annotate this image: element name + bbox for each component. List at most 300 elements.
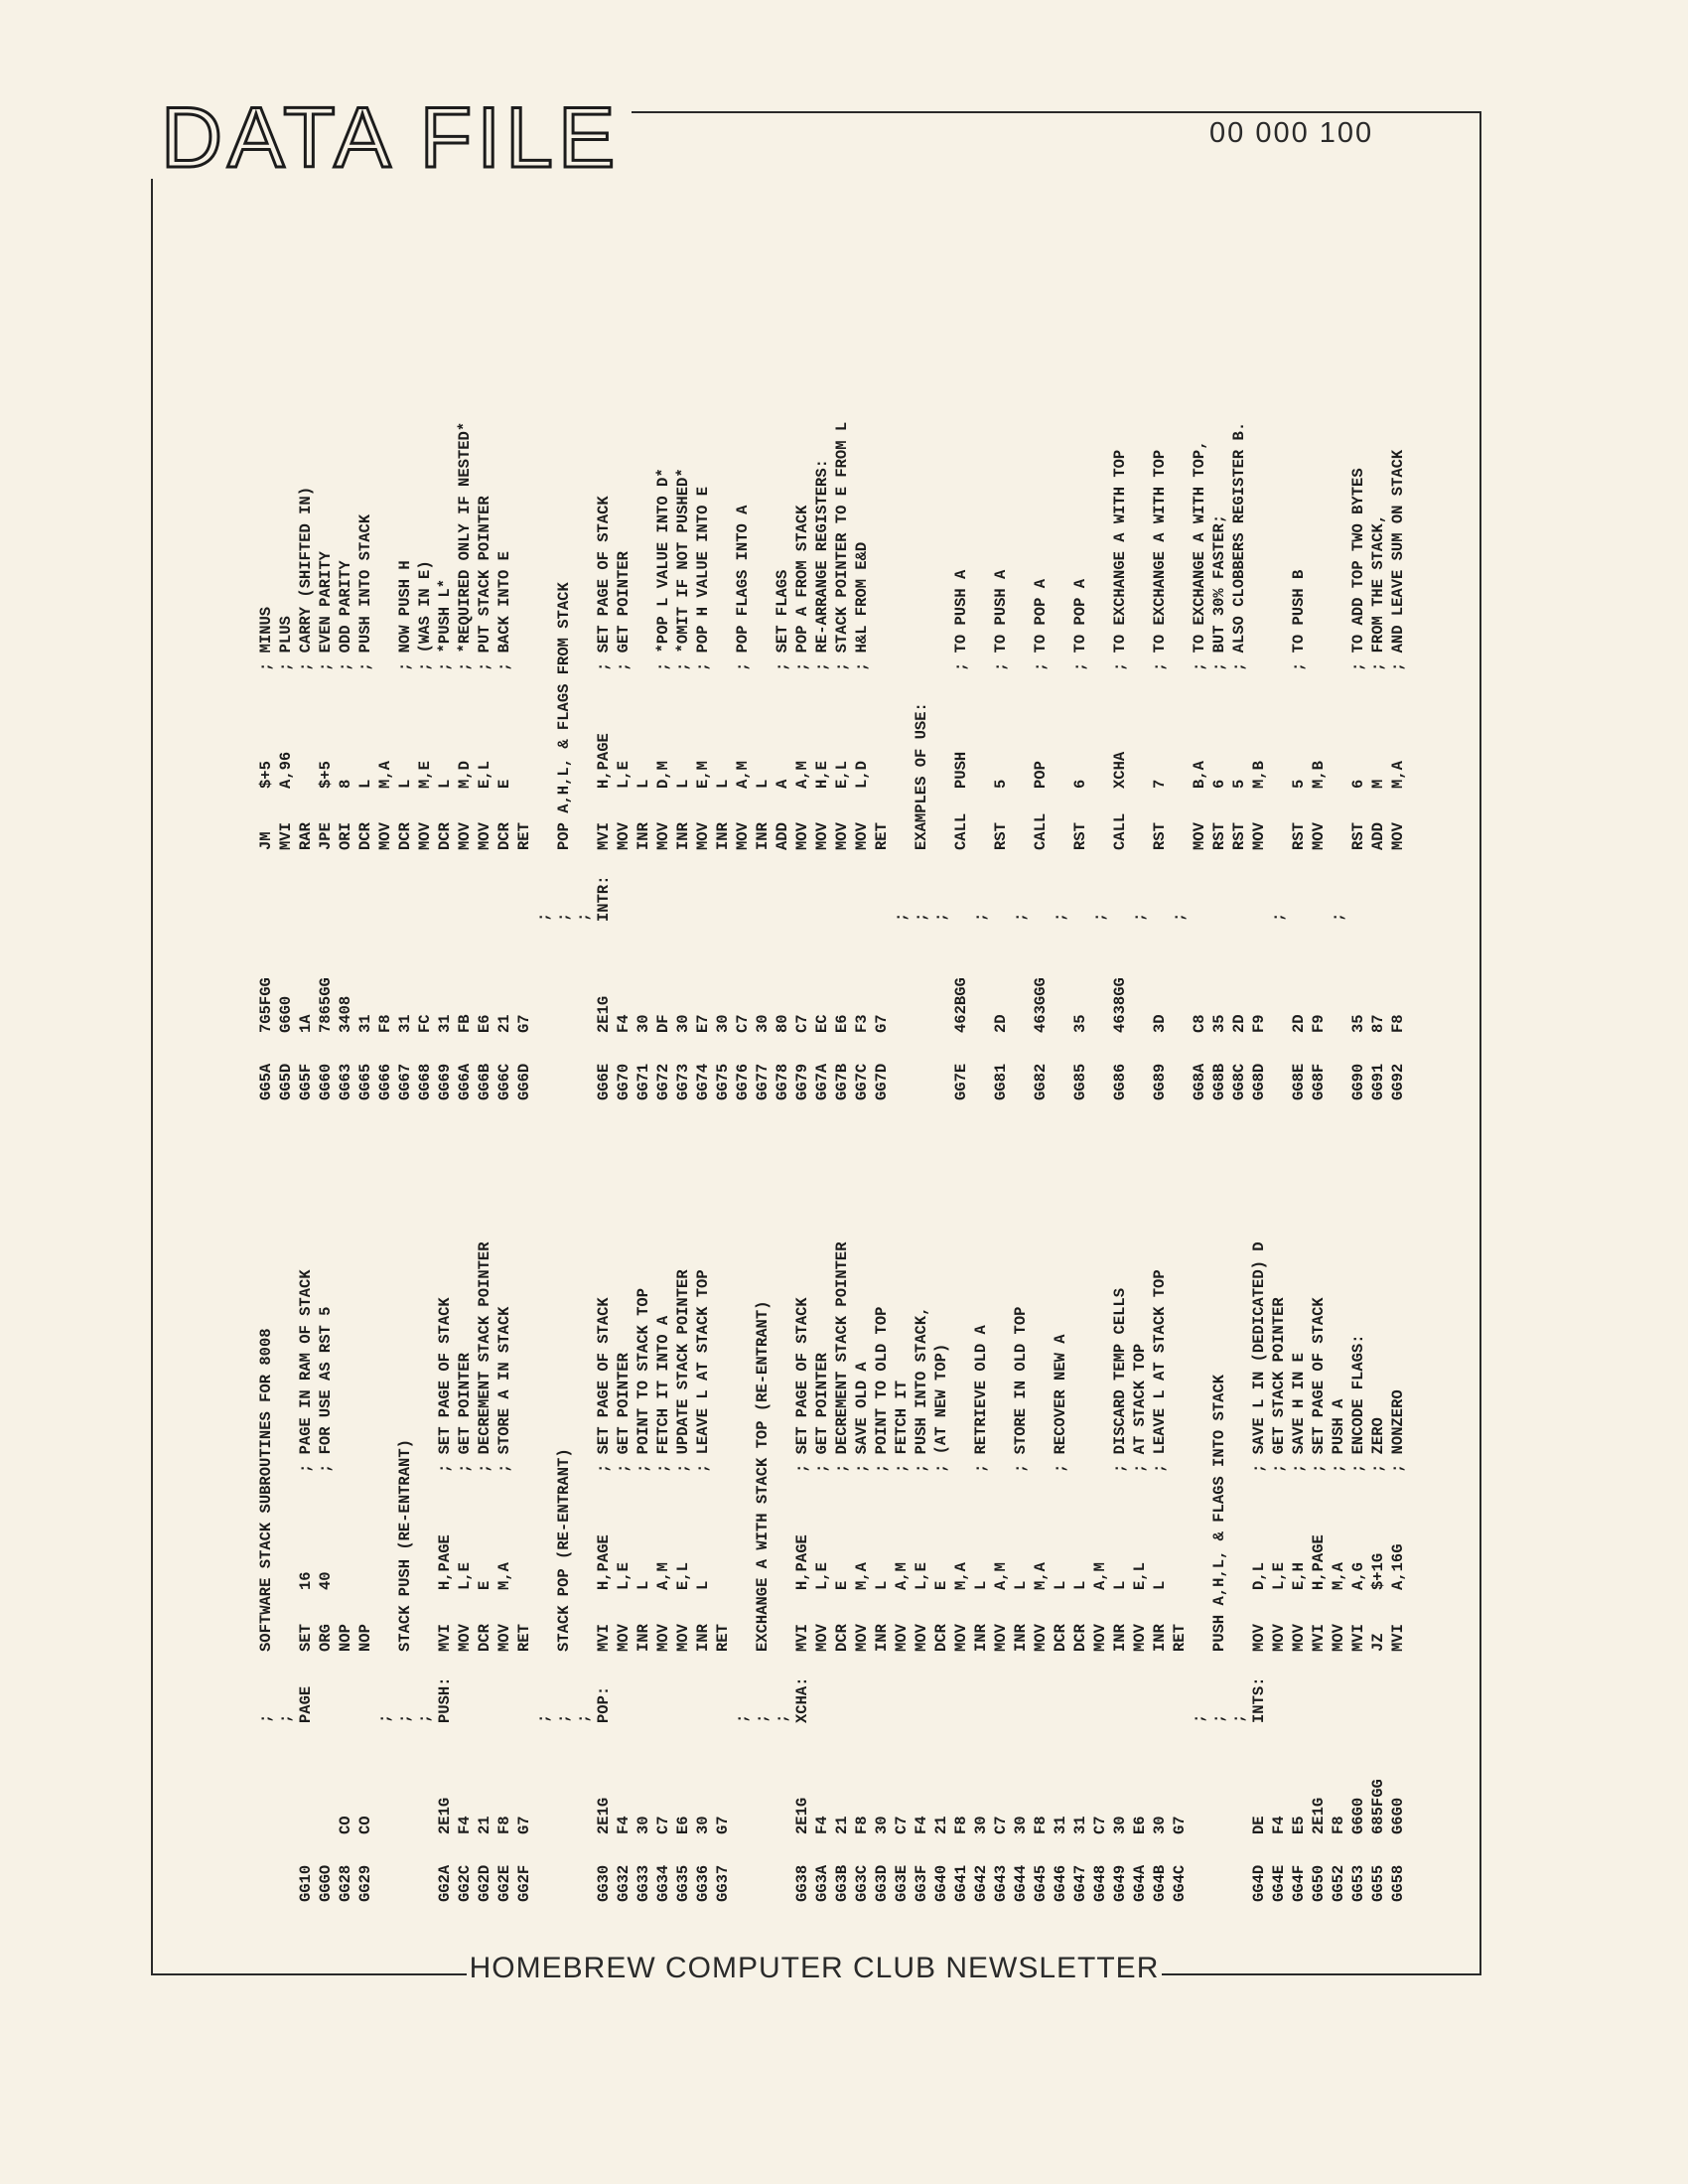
listing-arg: 7	[1151, 779, 1169, 789]
listing-addr	[574, 1834, 594, 1902]
listing-line	[991, 422, 1011, 1902]
listing-label	[852, 1652, 872, 1723]
listing-code	[276, 1723, 296, 1834]
listing-code: F8	[1389, 1014, 1407, 1033]
listing-op: MOV	[1250, 1624, 1268, 1652]
listing-code: 31	[436, 1014, 454, 1033]
listing-code: CO	[337, 1816, 354, 1834]
listing-code	[733, 1723, 753, 1834]
listing-code: F9	[1310, 1014, 1328, 1033]
listing-arg	[574, 1473, 594, 1590]
listing-arg: L	[634, 779, 652, 789]
listing-addr: GG36	[694, 1864, 712, 1902]
listing-arg: L	[674, 779, 692, 789]
listing-label	[514, 1652, 534, 1723]
listing-line	[1070, 422, 1090, 1902]
listing-code: 30	[634, 1014, 652, 1033]
listing-addr: GG47	[1071, 1864, 1089, 1902]
listing-arg: M,E	[416, 761, 434, 789]
listing-label: PAGE	[297, 1685, 315, 1723]
listing-code: F8	[376, 1014, 394, 1033]
listing-code: E6	[674, 1816, 692, 1834]
listing-arg: L,E	[456, 1562, 474, 1590]
listing-op: MVI	[436, 1624, 454, 1652]
listing-cmt: ; SAVE L IN (DEDICATED) D	[1250, 1241, 1268, 1473]
listing-arg: L	[396, 779, 414, 789]
listing-label	[1070, 1652, 1090, 1723]
listing-cmt	[256, 422, 276, 1473]
listing-cmt	[951, 422, 971, 1473]
listing-cmt	[1031, 422, 1051, 1473]
listing-addr: GG29	[356, 1864, 374, 1902]
listing-arg: E,L	[476, 761, 493, 789]
listing-addr: GG77	[754, 1063, 772, 1100]
listing-addr: GG4C	[1171, 1864, 1189, 1902]
listing-code: F3	[853, 1014, 871, 1033]
listing-label: ;	[1270, 912, 1288, 922]
listing-code: F4	[813, 1816, 831, 1834]
listing-label: ;	[774, 1713, 791, 1723]
listing-label: POP:	[595, 1685, 613, 1723]
listing-line	[1150, 422, 1170, 1902]
listing-code	[316, 1723, 336, 1834]
listing-code: F4	[1270, 1816, 1288, 1834]
listing-label	[872, 1652, 892, 1723]
listing-addr: GG3F	[913, 1864, 930, 1902]
listing-op: MOV	[734, 822, 752, 850]
listing-op: MOV	[654, 822, 672, 850]
listing-cmt: ; SAVE H IN E	[1290, 1353, 1308, 1473]
listing-code: 2D	[992, 1014, 1010, 1033]
listing-label	[1150, 1652, 1170, 1723]
listing-line	[773, 422, 792, 1902]
listing-line	[1130, 422, 1150, 1902]
listing-addr: GG2F	[515, 1864, 533, 1902]
listing-addr: GG10	[297, 1864, 315, 1902]
listing-op: INR	[1151, 1624, 1169, 1652]
listing-op	[574, 1590, 594, 1652]
listing-arg: A,G	[1349, 1562, 1367, 1590]
listing-cmt	[534, 422, 554, 1473]
listing-code: 30	[1111, 1816, 1129, 1834]
listing-addr	[1190, 1834, 1209, 1902]
listing-code: F8	[952, 1816, 970, 1834]
listing-label	[812, 1652, 832, 1723]
listing-label	[1388, 1652, 1408, 1723]
listing-addr: GG89	[1151, 1063, 1169, 1100]
listing-cmt: ; BUT 30% FASTER;	[1210, 513, 1228, 671]
listing-cmt: ; POINT TO OLD TOP	[873, 1306, 891, 1473]
listing-addr: GG4A	[1131, 1864, 1149, 1902]
listing-arg: L	[972, 1580, 990, 1590]
listing-code: 30	[714, 1014, 732, 1033]
listing-op: MOV	[793, 822, 811, 850]
listing-addr: GG49	[1111, 1864, 1129, 1902]
listing-line	[574, 422, 594, 1902]
listing-cmt: ; STORE A IN STACK	[495, 1306, 513, 1473]
listing-label: XCHA:	[793, 1676, 811, 1723]
listing-code: 30	[634, 1816, 652, 1834]
listing-arg	[375, 1473, 395, 1590]
listing-addr: GG52	[1330, 1864, 1347, 1902]
listing-label	[693, 1652, 713, 1723]
listing-code: DF	[654, 1014, 672, 1033]
listing-cmt: ; PUSH A	[1330, 1398, 1347, 1473]
listing-addr: GG46	[1052, 1864, 1069, 1902]
page-title: DATA FILE	[161, 90, 621, 186]
listing-label: ;	[893, 912, 911, 922]
listing-arg: D,M	[654, 761, 672, 789]
listing-addr: GG55	[1369, 1864, 1387, 1902]
listing-line	[1368, 422, 1388, 1902]
listing-code: C7	[793, 1014, 811, 1033]
listing-op: DCR	[356, 822, 374, 850]
listing-addr: GG43	[992, 1864, 1010, 1902]
listing-addr: GG75	[714, 1063, 732, 1100]
listing-label	[455, 1652, 475, 1723]
listing-op: RST	[1349, 822, 1367, 850]
listing-label: ;	[1230, 1713, 1248, 1723]
listing-code: 2E1G	[1310, 1797, 1328, 1834]
listing-addr: GG48	[1091, 1864, 1109, 1902]
listing-arg: M	[1369, 779, 1387, 789]
listing-label: ;	[535, 912, 553, 922]
listing-line	[514, 422, 534, 1902]
listing-op: EXAMPLES OF USE:	[913, 702, 930, 850]
listing-arg: H,PAGE	[793, 1534, 811, 1590]
listing-line	[435, 422, 455, 1902]
listing-arg: 16	[297, 1571, 315, 1590]
listing-arg	[415, 1473, 435, 1590]
listing-line	[912, 422, 931, 1902]
listing-addr: GG28	[337, 1864, 354, 1902]
listing-code: 462BGG	[952, 977, 970, 1033]
listing-op: EXCHANGE A WITH STACK TOP (RE-ENTRANT)	[754, 1300, 772, 1652]
listing-arg: A,M	[893, 1562, 911, 1590]
listing-cmt: ; SET PAGE OF STACK	[1310, 1297, 1328, 1473]
listing-line	[653, 422, 673, 1902]
listing-cmt: ; TO EXCHANGE A WITH TOP	[1111, 449, 1129, 671]
listing-line	[951, 422, 971, 1902]
listing-addr: GG7B	[833, 1063, 851, 1100]
listing-line	[475, 422, 494, 1902]
listing-op: DCR	[1052, 1624, 1069, 1652]
listing-op: RST	[1210, 822, 1228, 850]
listing-addr: GG4F	[1290, 1864, 1308, 1902]
listing-code	[395, 1723, 415, 1834]
listing-label	[1110, 1652, 1130, 1723]
listing-line	[1269, 422, 1289, 1902]
listing-code: G7	[515, 1014, 533, 1033]
listing-cmt: ; SET PAGE OF STACK	[595, 496, 613, 671]
listing-arg: L	[754, 779, 772, 789]
listing-code: 7865GG	[317, 977, 335, 1033]
listing-arg	[276, 1473, 296, 1590]
listing-cmt: ; FOR USE AS RST 5	[317, 1306, 335, 1473]
listing-addr	[256, 1834, 276, 1902]
listing-arg: M,A	[1330, 1562, 1347, 1590]
listing-cmt	[1170, 422, 1190, 1473]
listing-code	[375, 1723, 395, 1834]
listing-code	[574, 1723, 594, 1834]
listing-cmt	[1209, 422, 1229, 1473]
listing-code: E5	[1290, 1816, 1308, 1834]
listing-label: ;	[1012, 912, 1030, 922]
listing-label: ;	[1052, 912, 1069, 922]
listing-line	[1110, 422, 1130, 1902]
listing-cmt	[415, 422, 435, 1473]
listing-cmt: ; STACK POINTER TO E FROM L	[833, 421, 851, 671]
listing-line	[1051, 422, 1070, 1902]
listing-op: MVI	[1389, 1624, 1407, 1652]
listing-op	[773, 1590, 792, 1652]
listing-op: INR	[674, 822, 692, 850]
listing-code: G7	[714, 1816, 732, 1834]
listing-addr: GG8C	[1230, 1063, 1248, 1100]
listing-code: G6G0	[1349, 1797, 1367, 1834]
listing-op: RST	[1071, 822, 1089, 850]
listing-addr: GG5F	[297, 1063, 315, 1100]
listing-op: MOV	[833, 822, 851, 850]
listing-op: INR	[1012, 1624, 1030, 1652]
listing-line	[713, 422, 733, 1902]
listing-arg: H,E	[813, 761, 831, 789]
listing-addr: GGGO	[317, 1864, 335, 1902]
listing-arg: 6	[1349, 779, 1367, 789]
listing-op: CALL	[952, 812, 970, 850]
listing-op: RST	[992, 822, 1010, 850]
listing-code: 30	[754, 1014, 772, 1033]
listing-arg: 5	[992, 779, 1010, 789]
listing-op: MOV	[476, 822, 493, 850]
listing-op: RET	[873, 822, 891, 850]
listing-cmt: ; CARRY (SHIFTED IN)	[297, 486, 315, 671]
listing-op: ADD	[1369, 822, 1387, 850]
listing-cmt: ; *POP L VALUE INTO D*	[654, 468, 672, 671]
listing-addr: GG76	[734, 1063, 752, 1100]
listing-label: ;	[972, 912, 990, 922]
listing-op: MOV	[813, 822, 831, 850]
listing-op: MOV	[1290, 1624, 1308, 1652]
listing-arg: 5	[1230, 779, 1248, 789]
listing-op: MOV	[495, 1624, 513, 1652]
listing-cmt: ; AT STACK TOP	[1131, 1343, 1149, 1473]
listing-cmt: ; SET FLAGS	[774, 569, 791, 671]
listing-addr: GG38	[793, 1864, 811, 1902]
listing-addr: GG50	[1310, 1864, 1328, 1902]
listing-label	[1289, 1652, 1309, 1723]
listing-label: ;	[396, 1713, 414, 1723]
listing-arg: M,D	[456, 761, 474, 789]
listing-cmt: ; POP A FROM STACK	[793, 505, 811, 671]
document-number: 00 000 100	[1209, 117, 1374, 149]
listing-arg: M,B	[1250, 761, 1268, 789]
listing-addr: GG4E	[1270, 1864, 1288, 1902]
listing-arg: L,E	[1270, 1562, 1288, 1590]
listing-addr: GG7C	[853, 1063, 871, 1100]
listing-addr	[1209, 1834, 1229, 1902]
listing-addr: GG6E	[595, 1063, 613, 1100]
listing-arg: PUSH	[952, 751, 970, 789]
listing-code: 3D	[1151, 1014, 1169, 1033]
listing-addr: GG8B	[1210, 1063, 1228, 1100]
listing-op: MOV	[893, 1624, 911, 1652]
listing-code: 4638GG	[1111, 977, 1129, 1033]
listing-op: MOV	[853, 1624, 871, 1652]
listing-label	[991, 1652, 1011, 1723]
listing-code	[753, 1723, 773, 1834]
listing-cmt: ; RE-ARRANGE REGISTERS:	[813, 459, 831, 671]
listing-cmt: ; SET PAGE OF STACK	[793, 1297, 811, 1473]
listing-arg: M,A	[376, 761, 394, 789]
listing-op: PUSH A,H,L, & FLAGS INTO STACK	[1210, 1374, 1228, 1652]
listing-cmt: ; RETRIEVE OLD A	[972, 1325, 990, 1473]
listing-code: F4	[615, 1816, 633, 1834]
listing-arg: E,L	[674, 1562, 692, 1590]
listing-code: F4	[456, 1816, 474, 1834]
listing-line	[594, 422, 614, 1902]
listing-line	[892, 422, 912, 1902]
listing-addr: GG2E	[495, 1864, 513, 1902]
listing-arg	[256, 1473, 276, 1590]
listing-op: MOV	[456, 822, 474, 850]
listing-label	[336, 1652, 355, 1723]
listing-addr	[395, 1834, 415, 1902]
listing-op: DCR	[436, 822, 454, 850]
listing-line	[872, 422, 892, 1902]
listing-label	[653, 1652, 673, 1723]
listing-addr: GG32	[615, 1864, 633, 1902]
listing-arg	[514, 1473, 534, 1590]
listing-op: MOV	[1270, 1624, 1288, 1652]
listing-arg: L	[356, 779, 374, 789]
listing-addr: GG6A	[456, 1063, 474, 1100]
listing-op: NOP	[337, 1624, 354, 1652]
listing-code: 21	[495, 1014, 513, 1033]
listing-line	[1190, 422, 1209, 1902]
listing-label: INTR:	[595, 875, 613, 922]
listing-line	[1229, 422, 1249, 1902]
listing-arg	[554, 1473, 574, 1590]
listing-label	[1130, 1652, 1150, 1723]
listing-code: G7	[1171, 1816, 1189, 1834]
listing-label: ;	[277, 1713, 295, 1723]
listing-line	[554, 422, 574, 1902]
listing-cmt: ; GET STACK POINTER	[1270, 1297, 1288, 1473]
listing-addr: GG72	[654, 1063, 672, 1100]
listing-cmt	[336, 422, 355, 1473]
listing-op: JM	[257, 831, 275, 850]
listing-addr: GG6B	[476, 1063, 493, 1100]
listing-cmt: ; PLUS	[277, 616, 295, 671]
listing-code: 21	[833, 1816, 851, 1834]
listing-op: RST	[1290, 822, 1308, 850]
listing-label: ;	[1091, 912, 1109, 922]
listing-line	[415, 422, 435, 1902]
listing-cmt: ; H&L FROM E&D	[853, 541, 871, 671]
listing-line	[931, 422, 951, 1902]
listing-cmt	[991, 422, 1011, 1473]
listing-op: DCR	[495, 822, 513, 850]
listing-op: MOV	[1330, 1624, 1347, 1652]
listing-addr	[1229, 1834, 1249, 1902]
listing-label: ;	[932, 912, 950, 922]
listing-op	[415, 1590, 435, 1652]
listing-op: MVI	[595, 1624, 613, 1652]
listing-line	[1289, 422, 1309, 1902]
listing-code: 2E1G	[595, 995, 613, 1033]
listing-cmt	[773, 422, 792, 1473]
listing-cmt: ; POP H VALUE INTO E	[694, 486, 712, 671]
listing-addr	[415, 1834, 435, 1902]
listing-addr: GG3C	[853, 1864, 871, 1902]
listing-cmt: ; TO POP A	[1032, 578, 1050, 671]
listing-arg: A,M	[793, 761, 811, 789]
listing-cmt	[395, 422, 415, 1473]
listing-cmt: ; GET POINTER	[456, 1353, 474, 1473]
listing-arg: L	[1071, 1580, 1089, 1590]
listing-line	[1170, 422, 1190, 1902]
listing-cmt: ; FROM THE STACK,	[1369, 513, 1387, 671]
listing-cmt: ; NOW PUSH H	[396, 560, 414, 671]
listing-addr: GG40	[932, 1864, 950, 1902]
listing-op: RST	[1230, 822, 1248, 850]
listing-arg	[753, 1473, 773, 1590]
listing-arg: L	[436, 779, 454, 789]
listing-label: ;	[535, 1713, 553, 1723]
listing-arg: E,L	[833, 761, 851, 789]
listing-cmt: ; ODD PARITY	[337, 560, 354, 671]
listing-line	[733, 422, 753, 1902]
listing-label	[673, 1652, 693, 1723]
listing-label: ;	[913, 912, 930, 922]
listing-cmt: ; LEAVE L AT STACK TOP	[1151, 1269, 1169, 1473]
listing-arg: H,PAGE	[436, 1534, 454, 1590]
listing-arg: A,M	[1091, 1562, 1109, 1590]
listing-cmt: ; DECREMENT STACK POINTER	[833, 1241, 851, 1473]
listing-op	[1229, 1590, 1249, 1652]
listing-line	[256, 422, 276, 1902]
listing-cmt: ; STORE IN OLD TOP	[1012, 1306, 1030, 1473]
listing-label	[713, 1652, 733, 1723]
listing-op: INR	[972, 1624, 990, 1652]
listing-op: ORG	[317, 1624, 335, 1652]
listing-addr: GG45	[1032, 1864, 1050, 1902]
listing-line	[614, 422, 633, 1902]
listing-op	[276, 1590, 296, 1652]
listing-cmt: ; TO ADD TOP TWO BYTES	[1349, 468, 1367, 671]
listing-cmt: ; GET POINTER	[813, 1353, 831, 1473]
listing-line	[852, 422, 872, 1902]
listing-line	[1090, 422, 1110, 1902]
listing-addr: GG34	[654, 1864, 672, 1902]
listing-code: 30	[972, 1816, 990, 1834]
listing-line	[494, 422, 514, 1902]
listing-label: ;	[575, 1713, 593, 1723]
listing-cmt	[554, 422, 574, 1473]
listing-cmt: ; RECOVER NEW A	[1052, 1334, 1069, 1473]
listing-label: ;	[555, 1713, 573, 1723]
listing-code: 30	[1012, 1816, 1030, 1834]
listing-addr: GG8F	[1310, 1063, 1328, 1100]
listing-line	[1209, 422, 1229, 1902]
listing-label	[494, 1652, 514, 1723]
listing-op: INR	[873, 1624, 891, 1652]
listing-cmt: ; PUT STACK POINTER	[476, 496, 493, 671]
listing-op: MOV	[1131, 1624, 1149, 1652]
listing-arg: E,H	[1290, 1562, 1308, 1590]
listing-label: ;	[734, 1713, 752, 1723]
